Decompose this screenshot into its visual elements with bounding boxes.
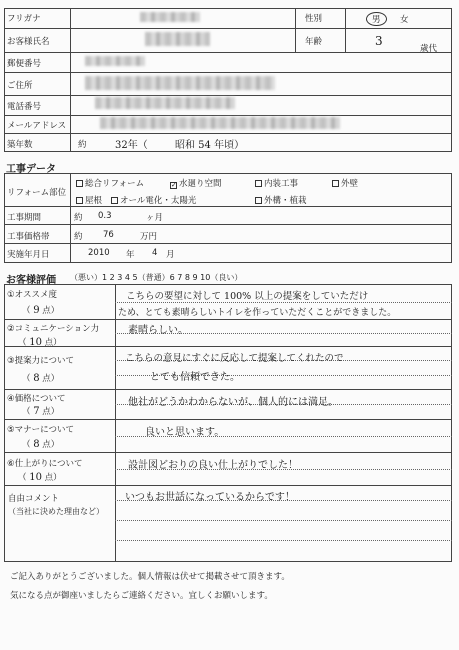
postal-label: 郵便番号 <box>7 59 42 69</box>
eval-score-price: （ 7 点） <box>22 406 60 417</box>
name-label: お客様氏名 <box>7 37 50 47</box>
option-interior[interactable]: 内装工事 <box>255 177 298 189</box>
eval-comment-recommend: こちらの要望に対して 100% 以上の提案をしていただけ <box>126 291 369 302</box>
parts-label: リフォーム部位 <box>7 188 67 198</box>
eval-label-price: ④価格について <box>7 394 66 404</box>
price-value: 76 <box>103 230 114 240</box>
eval-score-manner: （ 8 点） <box>22 439 60 450</box>
option-exterior-wall[interactable]: 外壁 <box>332 177 358 189</box>
price-label: 工事価格帯 <box>7 232 50 242</box>
price-unit: 万円 <box>140 232 158 242</box>
evaluation-scale: （悪い）1 2 3 4 5（普通）6 7 8 9 10（良い） <box>70 273 243 282</box>
work-section-title: 工事データ <box>6 164 56 175</box>
checkbox-checked-icon: ✓ <box>171 181 177 189</box>
period-label: 工事期間 <box>7 213 42 223</box>
work-data-table <box>4 173 452 263</box>
period-value: 0.3 <box>98 211 112 221</box>
price-prefix: 約 <box>74 232 83 242</box>
postal-redacted <box>85 56 145 66</box>
period-prefix: 約 <box>74 213 83 223</box>
email-label: メールアドレス <box>7 121 67 131</box>
option-electric[interactable]: オール電化・太陽光 <box>111 194 196 206</box>
date-month: 4 <box>152 248 158 258</box>
gender-female: 女 <box>400 15 409 25</box>
gender-male: 男 <box>366 12 387 26</box>
eval-label-finish: ⑥仕上がりについて <box>7 459 83 469</box>
years-prefix: 約 <box>78 140 87 150</box>
eval-comment-proposal: こちらの意見にすぐに反応して提案してくれたので <box>125 353 344 364</box>
footer-line1: ご記入ありがとうございました。個人情報は伏せて掲載させて頂きます。 <box>10 572 290 582</box>
checkbox-icon <box>111 197 118 204</box>
date-year-unit: 年 <box>126 250 135 260</box>
date-month-unit: 月 <box>166 250 175 260</box>
eval-comment-price: 他社がどうかわからないが、個人的には満足。 <box>128 397 338 408</box>
checkbox-icon <box>255 197 262 204</box>
free-comment-label: 自由コメント <box>8 494 60 504</box>
eval-score-finish: （ 10 点） <box>18 472 62 483</box>
option-general[interactable]: 総合リフォーム <box>76 177 144 189</box>
eval-label-proposal: ③提案力について <box>7 356 74 366</box>
phone-redacted <box>95 97 235 109</box>
eval-comment-communication: 素晴らしい。 <box>128 325 188 336</box>
checkbox-icon <box>332 180 339 187</box>
age-unit: 歳代 <box>420 44 438 54</box>
evaluation-section-title: お客様評価 <box>6 275 56 286</box>
address-label: ご住所 <box>7 81 33 91</box>
eval-comment-manner: 良いと思います。 <box>145 427 225 438</box>
free-comment-sub: （当社に決めた理由など） <box>8 507 104 516</box>
date-label: 実施年月日 <box>7 250 50 260</box>
eval-comment-finish: 設計図どおりの良い仕上がりでした！ <box>128 460 298 471</box>
furigana-label: フリガナ <box>7 14 41 24</box>
eval-label-recommend: ①オススメ度 <box>7 290 58 300</box>
option-roof[interactable]: 屋根 <box>76 194 102 206</box>
phone-label: 電話番号 <box>7 102 42 112</box>
checkbox-icon <box>76 197 83 204</box>
years-value: 32年（ <box>115 140 148 151</box>
eval-comment-proposal-line2: とても信頼できた。 <box>150 372 240 383</box>
eval-score-proposal: （ 8 点） <box>22 373 60 384</box>
period-unit: ヶ月 <box>146 213 164 223</box>
eval-label-manner: ⑤マナーについて <box>7 425 74 435</box>
date-year: 2010 <box>88 248 110 258</box>
checkbox-icon <box>76 180 83 187</box>
free-comment-text: いつもお世話になっているからです！ <box>125 492 295 503</box>
email-redacted <box>100 117 340 129</box>
eval-comment-recommend-line2: ため、とても素晴らしいトイレを作っていただくことができました。 <box>118 308 397 318</box>
age-label: 年齢 <box>305 37 323 47</box>
eval-score-recommend: （ 9 点） <box>22 305 60 316</box>
years-era: 昭和 54 年頃） <box>175 140 245 151</box>
gender-label: 性別 <box>305 14 323 24</box>
name-redacted <box>145 32 210 46</box>
address-redacted <box>85 76 275 90</box>
eval-score-communication: （ 10 点） <box>18 337 62 348</box>
checkbox-icon <box>255 180 262 187</box>
option-garden[interactable]: 外構・植栽 <box>255 194 307 206</box>
footer-line2: 気になる点が御座いましたらご連絡ください。宜しくお願いします。 <box>10 591 273 601</box>
years-label: 築年数 <box>7 140 33 150</box>
age-value: 3 <box>375 34 383 48</box>
option-water[interactable]: ✓ 水廻り空間 <box>171 179 222 189</box>
eval-label-communication: ②コミュニケーション力 <box>7 324 100 334</box>
furigana-redacted <box>140 12 200 22</box>
